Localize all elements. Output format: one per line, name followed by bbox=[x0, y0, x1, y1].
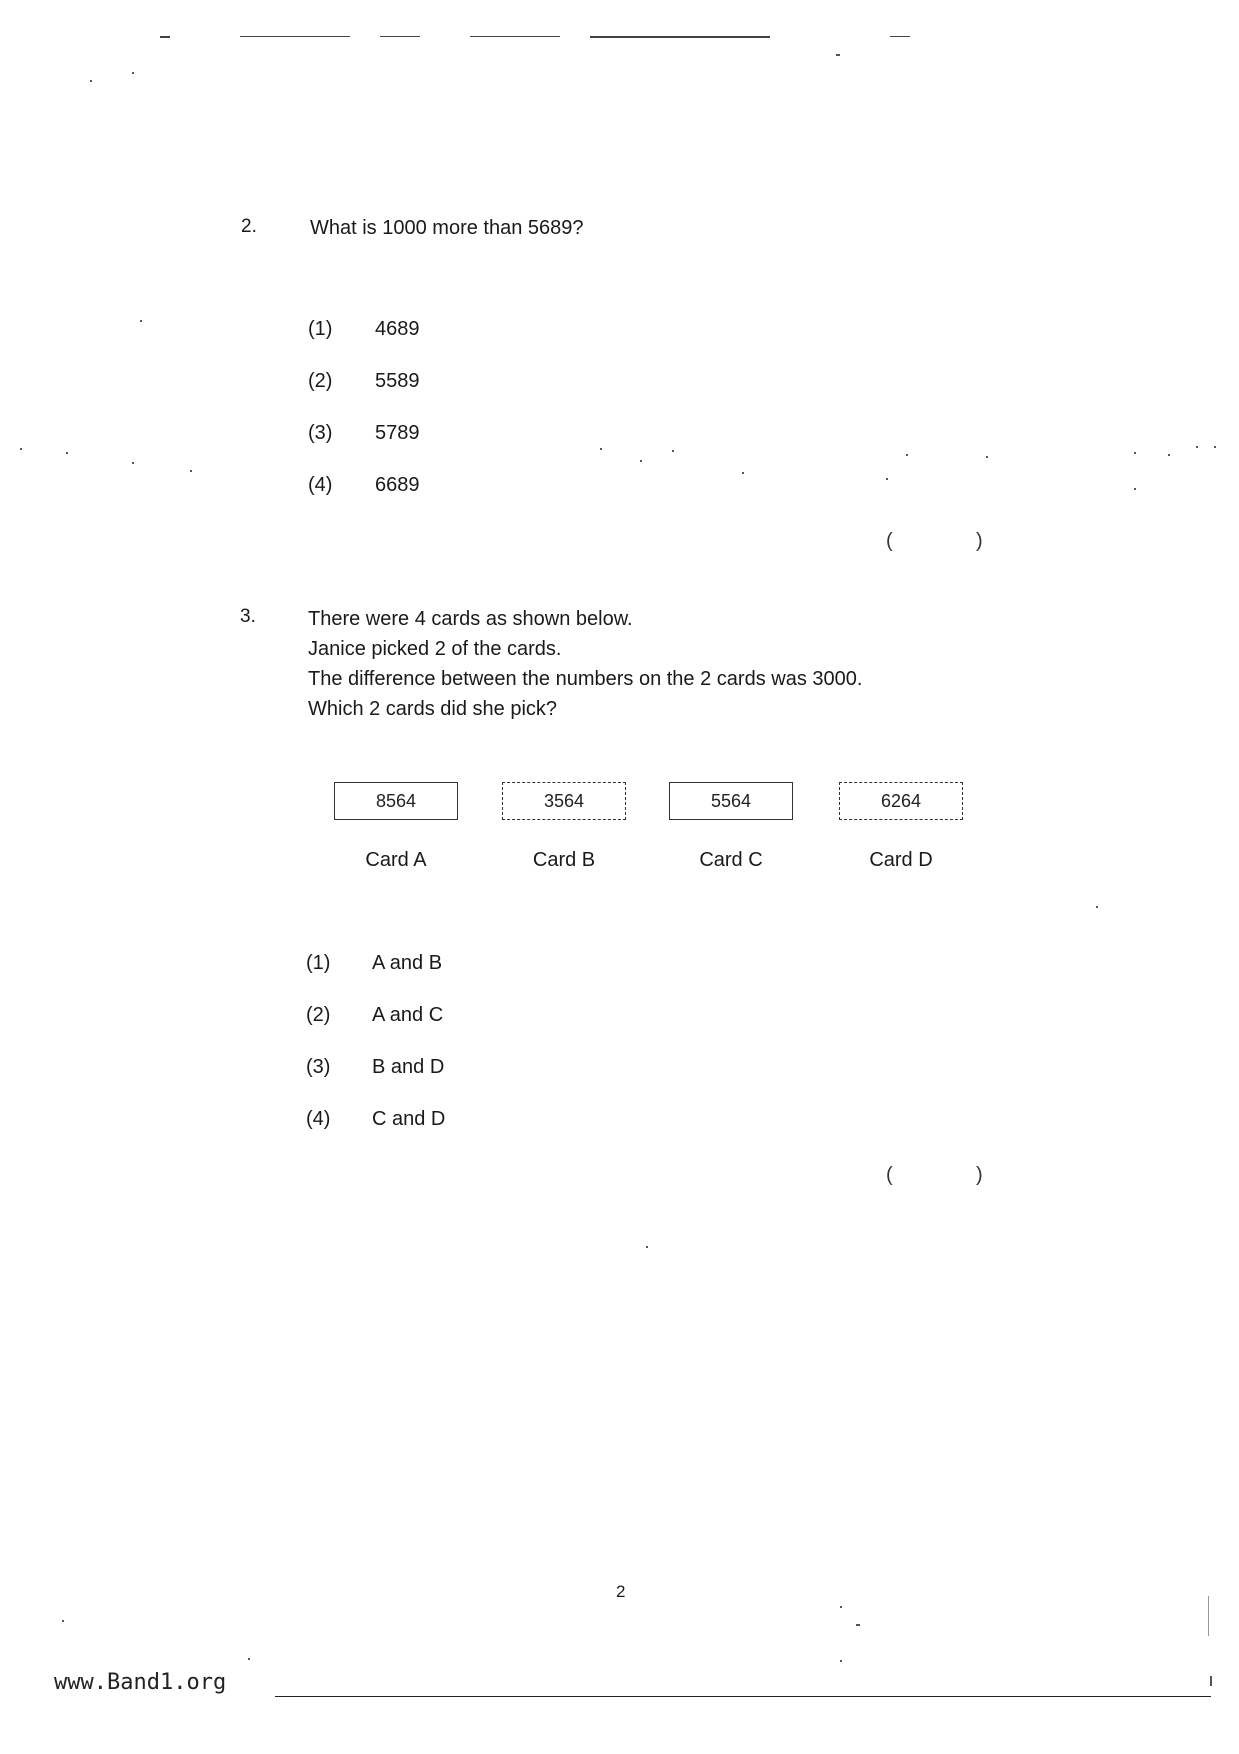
option-number: (4) bbox=[308, 474, 333, 496]
scan-artifact bbox=[742, 472, 744, 474]
question-line: The difference between the numbers on the 2 cards was 3000. bbox=[308, 668, 863, 690]
option-value: 4689 bbox=[375, 318, 420, 340]
option-value: 5589 bbox=[375, 370, 420, 392]
scan-artifact bbox=[1210, 1676, 1212, 1686]
scan-artifact bbox=[986, 456, 988, 458]
scan-artifact bbox=[840, 1660, 842, 1662]
scan-artifact bbox=[1208, 1596, 1209, 1636]
scan-artifact bbox=[380, 36, 420, 37]
scan-artifact bbox=[886, 478, 888, 480]
footer-site-url: www.Band1.org bbox=[54, 1670, 227, 1695]
option-number: (2) bbox=[308, 370, 333, 392]
answer-bracket-close: ) bbox=[976, 1164, 983, 1186]
option-value: A and B bbox=[372, 952, 443, 974]
scan-artifact bbox=[640, 460, 642, 462]
scan-artifact bbox=[600, 448, 602, 450]
scan-artifact bbox=[90, 80, 92, 82]
scan-artifact bbox=[840, 1606, 842, 1608]
scan-artifact bbox=[890, 36, 910, 37]
scan-artifact bbox=[66, 452, 68, 454]
option-number: (2) bbox=[306, 1004, 331, 1026]
question-number: 2. bbox=[241, 216, 257, 237]
page-number: 2 bbox=[616, 1582, 626, 1601]
question-number: 3. bbox=[240, 606, 256, 627]
scan-artifact bbox=[646, 1246, 648, 1248]
scan-artifact bbox=[906, 454, 908, 456]
scan-artifact bbox=[240, 36, 350, 37]
card-d: 6264 bbox=[839, 782, 963, 820]
footer-rule bbox=[275, 1696, 1211, 1697]
scan-artifact bbox=[1096, 906, 1098, 908]
card-b-label: Card B bbox=[532, 849, 596, 871]
card-c-label: Card C bbox=[699, 849, 763, 871]
option-value: C and D bbox=[372, 1108, 446, 1130]
option-value: A and C bbox=[372, 1004, 444, 1026]
scan-artifact bbox=[1196, 446, 1198, 448]
question-line: There were 4 cards as shown below. bbox=[308, 608, 633, 630]
scan-artifact bbox=[132, 72, 134, 74]
scan-artifact bbox=[1168, 454, 1170, 456]
scan-artifact bbox=[132, 462, 134, 464]
answer-bracket-open: ( bbox=[886, 530, 893, 552]
answer-bracket-close: ) bbox=[976, 530, 983, 552]
option-value: 6689 bbox=[375, 474, 420, 496]
scan-artifact bbox=[590, 36, 770, 38]
scan-artifact bbox=[836, 54, 840, 56]
card-b: 3564 bbox=[502, 782, 626, 820]
scan-artifact bbox=[190, 470, 192, 472]
scan-artifact bbox=[1134, 488, 1136, 490]
scan-artifact bbox=[20, 448, 22, 450]
card-a-label: Card A bbox=[365, 849, 427, 871]
card-a: 8564 bbox=[334, 782, 458, 820]
card-c: 5564 bbox=[669, 782, 793, 820]
option-number: (3) bbox=[306, 1056, 331, 1078]
scan-artifact bbox=[140, 320, 142, 322]
option-number: (3) bbox=[308, 422, 333, 444]
card-d-label: Card D bbox=[869, 849, 933, 871]
scan-artifact bbox=[1134, 452, 1136, 454]
option-number: (1) bbox=[306, 952, 331, 974]
scan-artifact bbox=[160, 36, 170, 38]
option-value: 5789 bbox=[375, 422, 420, 444]
question-line: Which 2 cards did she pick? bbox=[308, 698, 558, 720]
scan-artifact bbox=[248, 1658, 250, 1660]
option-number: (4) bbox=[306, 1108, 331, 1130]
scan-artifact bbox=[856, 1624, 860, 1626]
scan-artifact bbox=[1214, 446, 1216, 448]
option-value: B and D bbox=[372, 1056, 445, 1078]
scan-artifact bbox=[672, 450, 674, 452]
option-number: (1) bbox=[308, 318, 333, 340]
question-text: What is 1000 more than 5689? bbox=[310, 217, 584, 239]
scan-artifact bbox=[470, 36, 560, 37]
answer-bracket-open: ( bbox=[886, 1164, 893, 1186]
scan-artifact bbox=[62, 1620, 64, 1622]
question-line: Janice picked 2 of the cards. bbox=[308, 638, 562, 660]
